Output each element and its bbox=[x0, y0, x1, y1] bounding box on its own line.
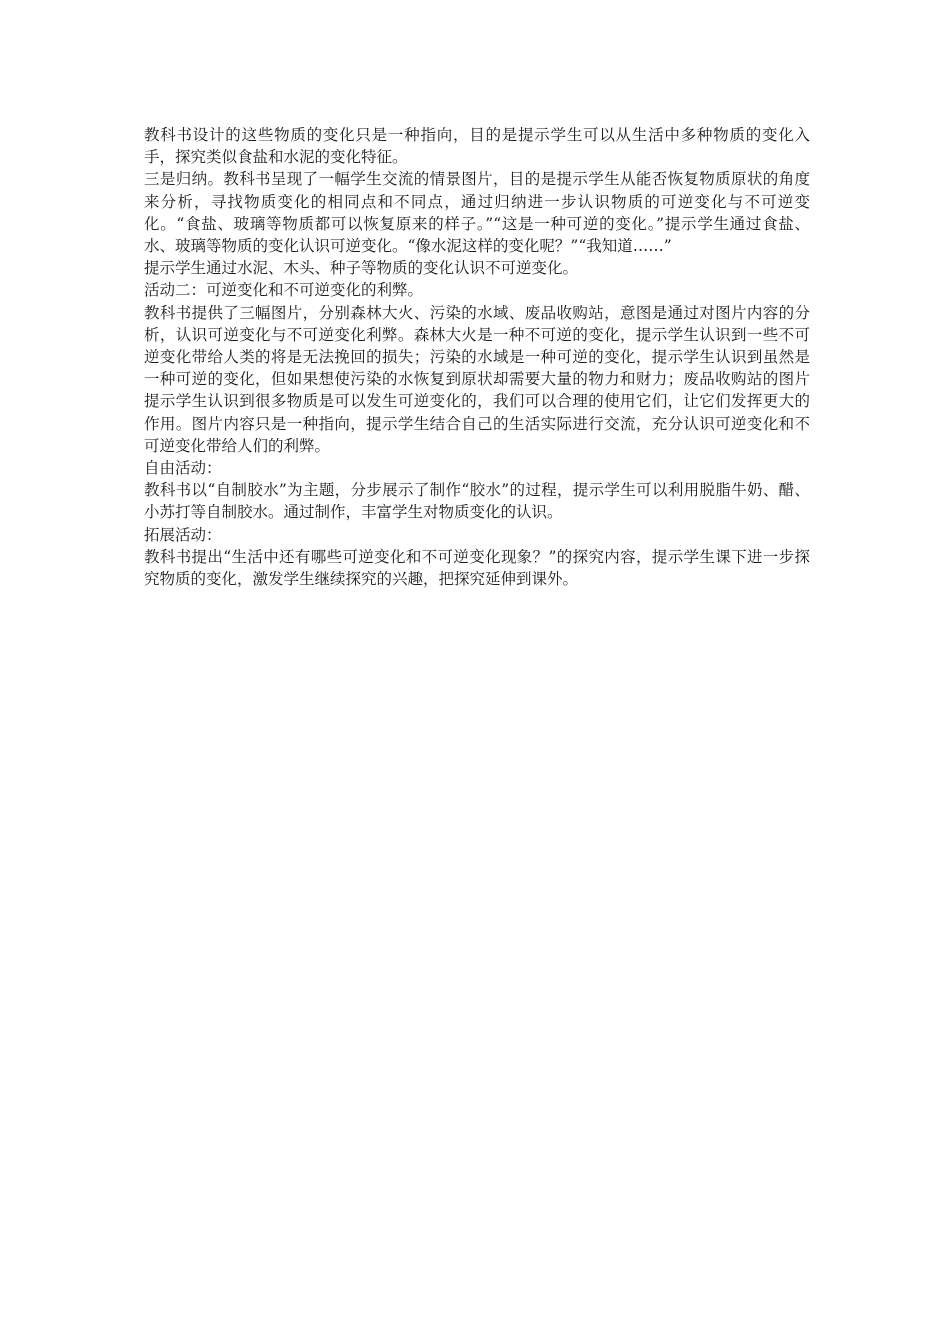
paragraph-activity-two: 教科书提供了三幅图片，分别森林大火、污染的水域、废品收购站，意图是通过对图片内容的分析，认识可逆变化与不可逆变化利弊。森林大火是一种不可逆的变化，提示学生认识到一些不可逆变化带给人类的将是无法挽回的损失；污染的水域是一种可逆的变化，提示学生认识到虽然是一种可逆的变化，但如果想使污染的水恢复到原状却需要大量的物力和财力；废品收购站的图片提示学生认识到很多物质是可以发生可逆变化的，我们可以合理的使用它们，让它们发挥更大的作用。图片内容只是一种指向，提示学生结合自己的生活实际进行交流，充分认识可逆变化和不可逆变化带给人们的利弊。 bbox=[144, 303, 810, 455]
heading-extension-activity: 拓展活动： bbox=[144, 525, 222, 544]
paragraph-intro: 教科书设计的这些物质的变化只是一种指向，目的是提示学生可以从生活中多种物质的变化入手，探究类似食盐和水泥的变化特征。 bbox=[144, 126, 810, 167]
heading-activity-two: 活动二：可逆变化和不可逆变化的利弊。 bbox=[144, 281, 424, 300]
paragraph-free-activity: 教科书以“自制胶水”为主题，分步展示了制作“胶水”的过程，提示学生可以利用脱脂牛奶、醋、小苏打等自制胶水。通过制作，丰富学生对物质变化的认识。 bbox=[144, 481, 810, 522]
paragraph-induction: 三是归纳。教科书呈现了一幅学生交流的情景图片，目的是提示学生从能否恢复物质原状的角度来分析，寻找物质变化的相同点和不同点，通过归纳进一步认识物质的可逆变化与不可逆变化。“食盐、玻璃等物质都可以恢复原来的样子。”“这是一种可逆的变化。”提示学生通过食盐、水、玻璃等物质的变化认识可逆变化。“像水泥这样的变化呢？”“我知道……” bbox=[144, 170, 810, 256]
heading-free-activity: 自由活动： bbox=[144, 459, 222, 478]
paragraph-extension-activity: 教科书提出“生活中还有哪些可逆变化和不可逆变化现象？”的探究内容，提示学生课下进一步探究物质的变化，激发学生继续探究的兴趣，把探究延伸到课外。 bbox=[144, 547, 810, 589]
paragraph-irreversible: 提示学生通过水泥、木头、种子等物质的变化认识不可逆变化。 bbox=[144, 259, 579, 278]
document-body bbox=[144, 124, 810, 590]
